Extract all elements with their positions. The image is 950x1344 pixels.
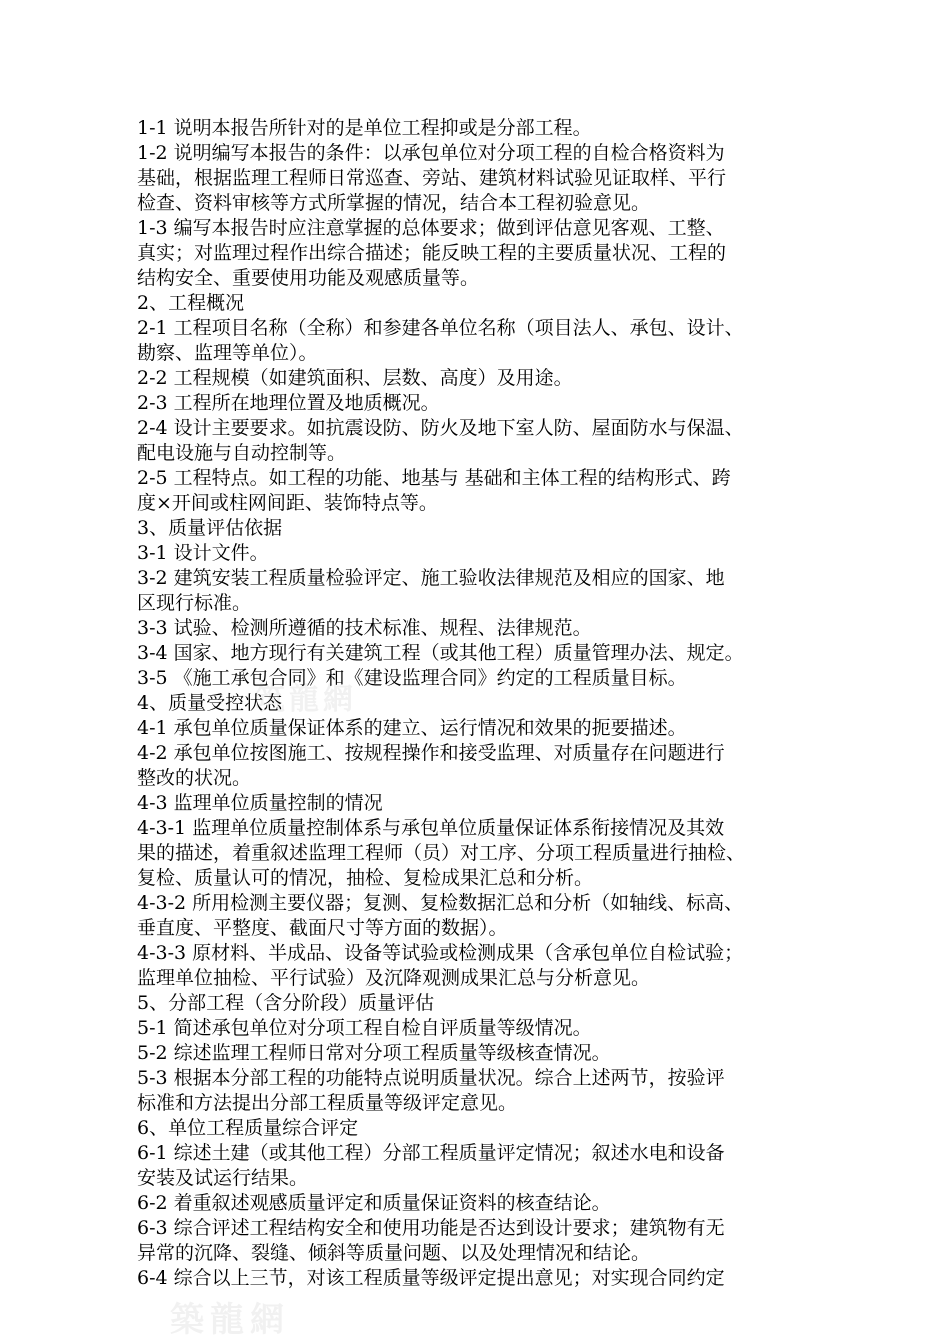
text-line: 6-1 综述土建（或其他工程）分部工程质量评定情况；叙述水电和设备 — [137, 1142, 725, 1164]
text-line: 2-5 工程特点。如工程的功能、地基与 基础和主体工程的结构形式、跨 — [137, 467, 731, 489]
text-line: 5-2 综述监理工程师日常对分项工程质量等级核查情况。 — [137, 1042, 611, 1064]
text-line: 6-3 综合评述工程结构安全和使用功能是否达到设计要求；建筑物有无 — [137, 1217, 725, 1239]
text-line: 4、质量受控状态 — [137, 692, 283, 714]
watermark-logo: 築龍網 — [170, 1300, 290, 1340]
text-line: 复检、质量认可的情况，抽检、复检成果汇总和分析。 — [137, 867, 594, 889]
text-line: 1-1 说明本报告所针对的是单位工程抑或是分部工程。 — [137, 117, 592, 139]
text-line: 真实；对监理过程作出综合描述；能反映工程的主要质量状况、工程的 — [137, 242, 727, 264]
text-line: 安装及试运行结果。 — [137, 1167, 309, 1189]
text-line: 6-4 综合以上三节，对该工程质量等级评定提出意见；对实现合同约定 — [137, 1267, 725, 1289]
text-line: 3-3 试验、检测所遵循的技术标准、规程、法律规范。 — [137, 617, 592, 639]
text-line: 垂直度、平整度、截面尺寸等方面的数据）。 — [137, 917, 508, 939]
text-line: 3、质量评估依据 — [137, 517, 283, 539]
text-line: 异常的沉降、裂缝、倾斜等质量问题、以及处理情况和结论。 — [137, 1242, 651, 1264]
text-line: 2-3 工程所在地理位置及地质概况。 — [137, 392, 440, 414]
text-line: 2-4 设计主要要求。如抗震设防、防火及地下室人防、屋面防水与保温、 — [137, 417, 744, 439]
text-line: 3-1 设计文件。 — [137, 542, 269, 564]
text-line: 4-1 承包单位质量保证体系的建立、运行情况和效果的扼要描述。 — [137, 717, 687, 739]
watermark-logo: 筑龍網 — [255, 682, 357, 717]
text-line: 整改的状况。 — [137, 767, 252, 789]
text-line: 标准和方法提出分部工程质量等级评定意见。 — [137, 1092, 518, 1114]
text-line: 勘察、监理等单位）。 — [137, 342, 318, 364]
text-line: 基础，根据监理工程师日常巡查、旁站、建筑材料试验见证取样、平行 — [137, 167, 727, 189]
text-line: 4-3-3 原材料、半成品、设备等试验或检测成果（含承包单位自检试验； — [137, 942, 744, 964]
text-line: 结构安全、重要使用功能及观感质量等。 — [137, 267, 480, 289]
text-line: 6-2 着重叙述观感质量评定和质量保证资料的核查结论。 — [137, 1192, 611, 1214]
text-line: 5-3 根据本分部工程的功能特点说明质量状况。综合上述两节，按验评 — [137, 1067, 725, 1089]
text-line: 1-3 编写本报告时应注意掌握的总体要求；做到评估意见客观、工整、 — [137, 217, 725, 239]
text-line: 4-2 承包单位按图施工、按规程操作和接受监理、对质量存在问题进行 — [137, 742, 725, 764]
text-line: 2、工程概况 — [137, 292, 245, 314]
text-line: 3-2 建筑安装工程质量检验评定、施工验收法律规范及相应的国家、地 — [137, 567, 725, 589]
text-line: 度×开间或柱网间距、装饰特点等。 — [137, 492, 438, 514]
text-line: 配电设施与自动控制等。 — [137, 442, 347, 464]
document-body — [137, 116, 857, 1291]
text-line: 3-5 《施工承包合同》和《建设监理合同》约定的工程质量目标。 — [137, 667, 687, 689]
text-line: 2-2 工程规模（如建筑面积、层数、高度）及用途。 — [137, 367, 573, 389]
text-line: 检查、资料审核等方式所掌握的情况，结合本工程初验意见。 — [137, 192, 651, 214]
text-line: 1-2 说明编写本报告的条件：以承包单位对分项工程的自检合格资料为 — [137, 142, 725, 164]
text-line: 4-3-2 所用检测主要仪器；复测、复检数据汇总和分析（如轴线、标高、 — [137, 892, 744, 914]
text-line: 3-4 国家、地方现行有关建筑工程（或其他工程）质量管理办法、规定。 — [137, 642, 744, 664]
text-line: 2-1 工程项目名称（全称）和参建各单位名称（项目法人、承包、设计、 — [137, 317, 744, 339]
text-line: 4-3-1 监理单位质量控制体系与承包单位质量保证体系衔接情况及其效 — [137, 817, 725, 839]
text-line: 6、单位工程质量综合评定 — [137, 1117, 359, 1139]
text-line: 5、分部工程（含分阶段）质量评估 — [137, 992, 435, 1014]
text-line: 果的描述，着重叙述监理工程师（员）对工序、分项工程质量进行抽检、 — [137, 842, 746, 864]
text-line: 4-3 监理单位质量控制的情况 — [137, 792, 383, 814]
text-line: 监理单位抽检、平行试验）及沉降观测成果汇总与分析意见。 — [137, 967, 651, 989]
text-line: 区现行标准。 — [137, 592, 252, 614]
text-line: 5-1 简述承包单位对分项工程自检自评质量等级情况。 — [137, 1017, 592, 1039]
